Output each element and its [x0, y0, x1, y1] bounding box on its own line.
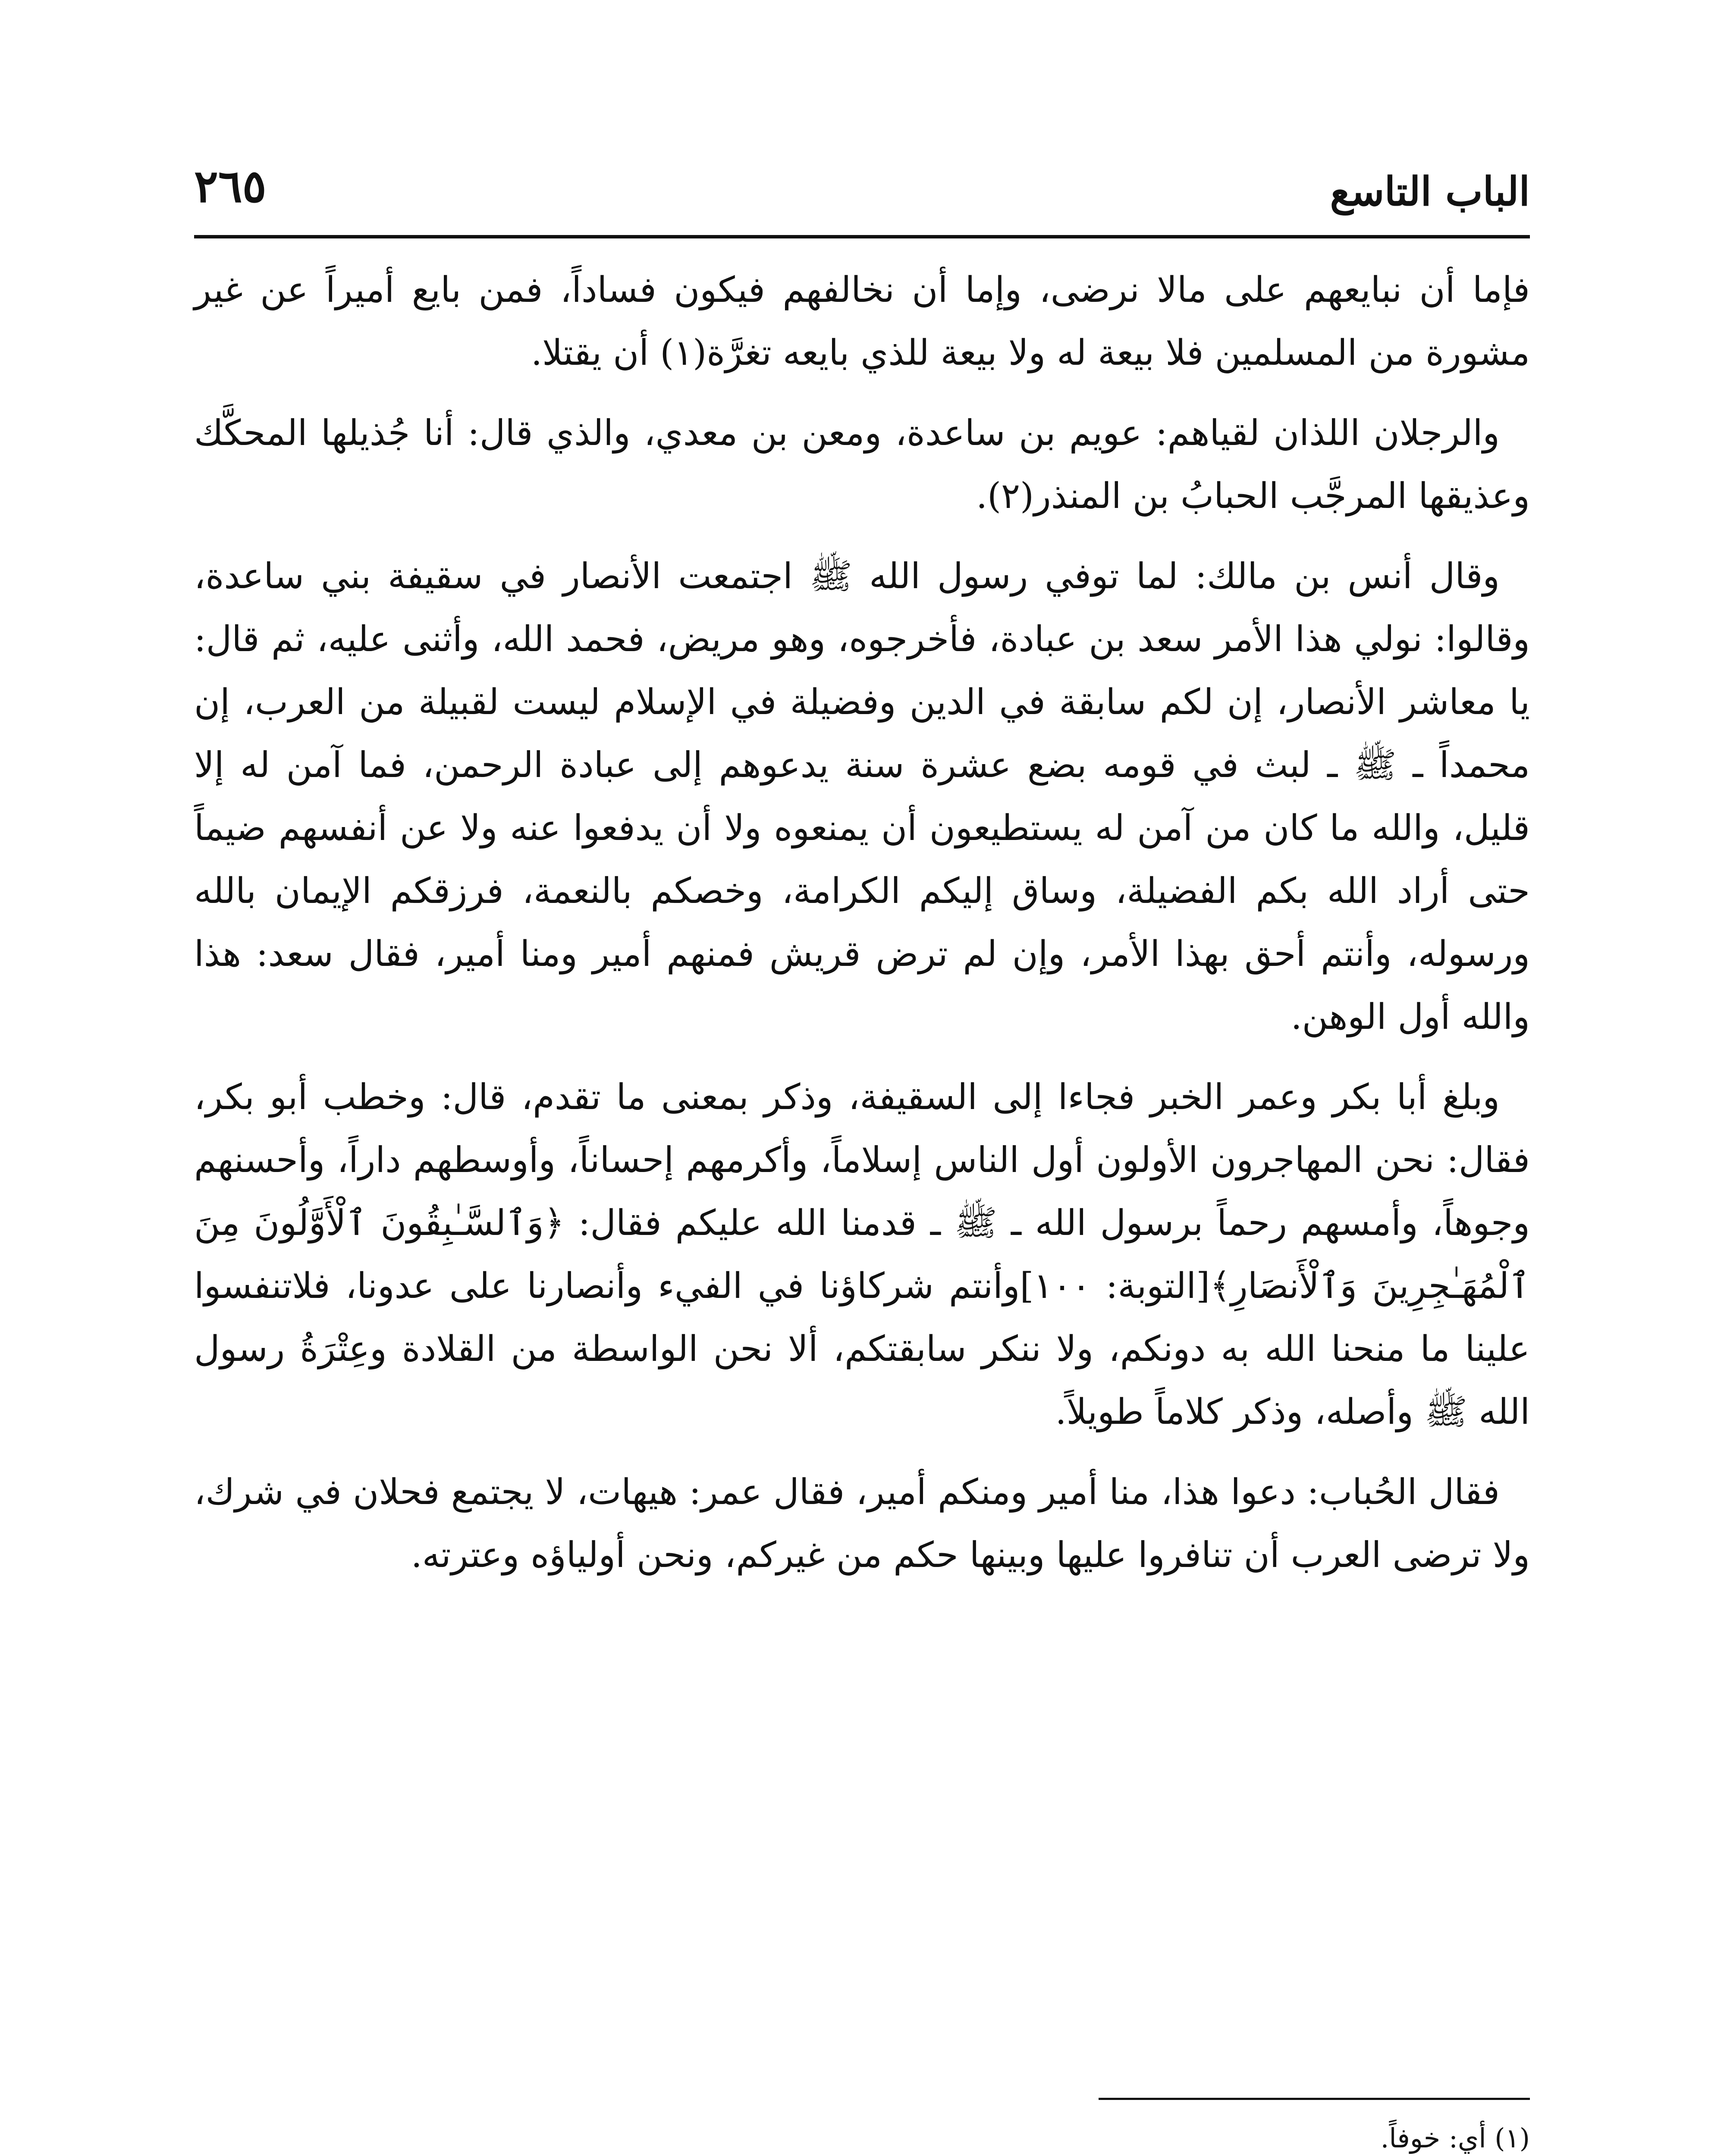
- footnotes: [194, 2115, 1530, 2156]
- footnote: (١) أي: خوفاً.: [1380, 2122, 1530, 2154]
- page-header: [194, 142, 1530, 229]
- paragraph: فقال الحُباب: دعوا هذا، منا أمير ومنكم أمير، فقال عمر: هيهات، لا يجتمع فحلان في شرك، ولا ترضى العرب أن تنافروا عليها وبينها حكم من غيركم، ونحن أولياؤه وعترته.: [194, 1472, 1530, 1576]
- main-text: [194, 259, 1530, 1604]
- paragraph: وبلغ أبا بكر وعمر الخبر فجاءا إلى السقيفة، وذكر بمعنى ما تقدم، قال: وخطب أبو بكر، فقال: نحن المهاجرون الأولون أول الناس إسلاماً، وأكرمهم إحساناً، وأوسطهم داراً، وأحسنهم وجوهاً، وأمسهم رحماً برسول الله ـ ﷺ ـ قدمنا الله عليكم فقال: ﴿وَٱلسَّـٰبِقُونَ ٱلْأَوَّلُونَ مِنَ ٱلْمُهَـٰجِرِينَ وَٱلْأَنصَارِ﴾[التوبة: ١٠٠]وأنتم شركاؤنا في الفيء وأنصارنا على عدونا، فلاتنفسوا علينا ما منحنا الله به دونكم، ولا ننكر سابقتكم، ألا نحن الواسطة من القلادة وعِتْرَةُ رسول الله ﷺ وأصله، وذكر كلاماً طويلاً.: [194, 1077, 1530, 1432]
- footnote-divider: [1099, 2098, 1530, 2100]
- paragraph: وقال أنس بن مالك: لما توفي رسول الله ﷺ اجتمعت الأنصار في سقيفة بني ساعدة، وقالوا: نولي هذا الأمر سعد بن عبادة، فأخرجوه، وهو مريض، فحمد الله، وأثنى عليه، ثم قال: يا معاشر الأنصار، إن لكم سابقة في الدين وفضيلة في الإسلام ليست لقبيلة من العرب، إن محمداً ـ ﷺ ـ لبث في قومه بضع عشرة سنة يدعوهم إلى عبادة الرحمن، فما آمن له إلا قليل، والله ما كان من آمن له يستطيعون أن يمنعوه ولا أن يدفعوا عنه ولا عن أنفسهم ضيماً حتى أراد الله بكم الفضيلة، وساق إليكم الكرامة، وخصكم بالنعمة، فرزقكم الإيمان بالله ورسوله، وأنتم أحق بهذا الأمر، وإن لم ترض قريش فمنهم أمير ومنا أمير، فقال سعد: هذا والله أول الوهن.: [194, 556, 1530, 1037]
- paragraph: فإما أن نبايعهم على مالا نرضى، وإما أن نخالفهم فيكون فساداً، فمن بايع أميراً عن غير مشورة من المسلمين فلا بيعة له ولا بيعة للذي بايعه تغرَّة(١) أن يقتلا.: [194, 270, 1530, 373]
- page-number: ٢٦٥: [194, 160, 267, 213]
- chapter-title: الباب التاسع: [1330, 168, 1530, 215]
- header-divider: [194, 235, 1530, 238]
- paragraph: والرجلان اللذان لقياهم: عويم بن ساعدة، ومعن بن معدي، والذي قال: أنا جُذيلها المحكَّك وعذيقها المرجَّب الحبابُ بن المنذر(٢).: [194, 413, 1530, 517]
